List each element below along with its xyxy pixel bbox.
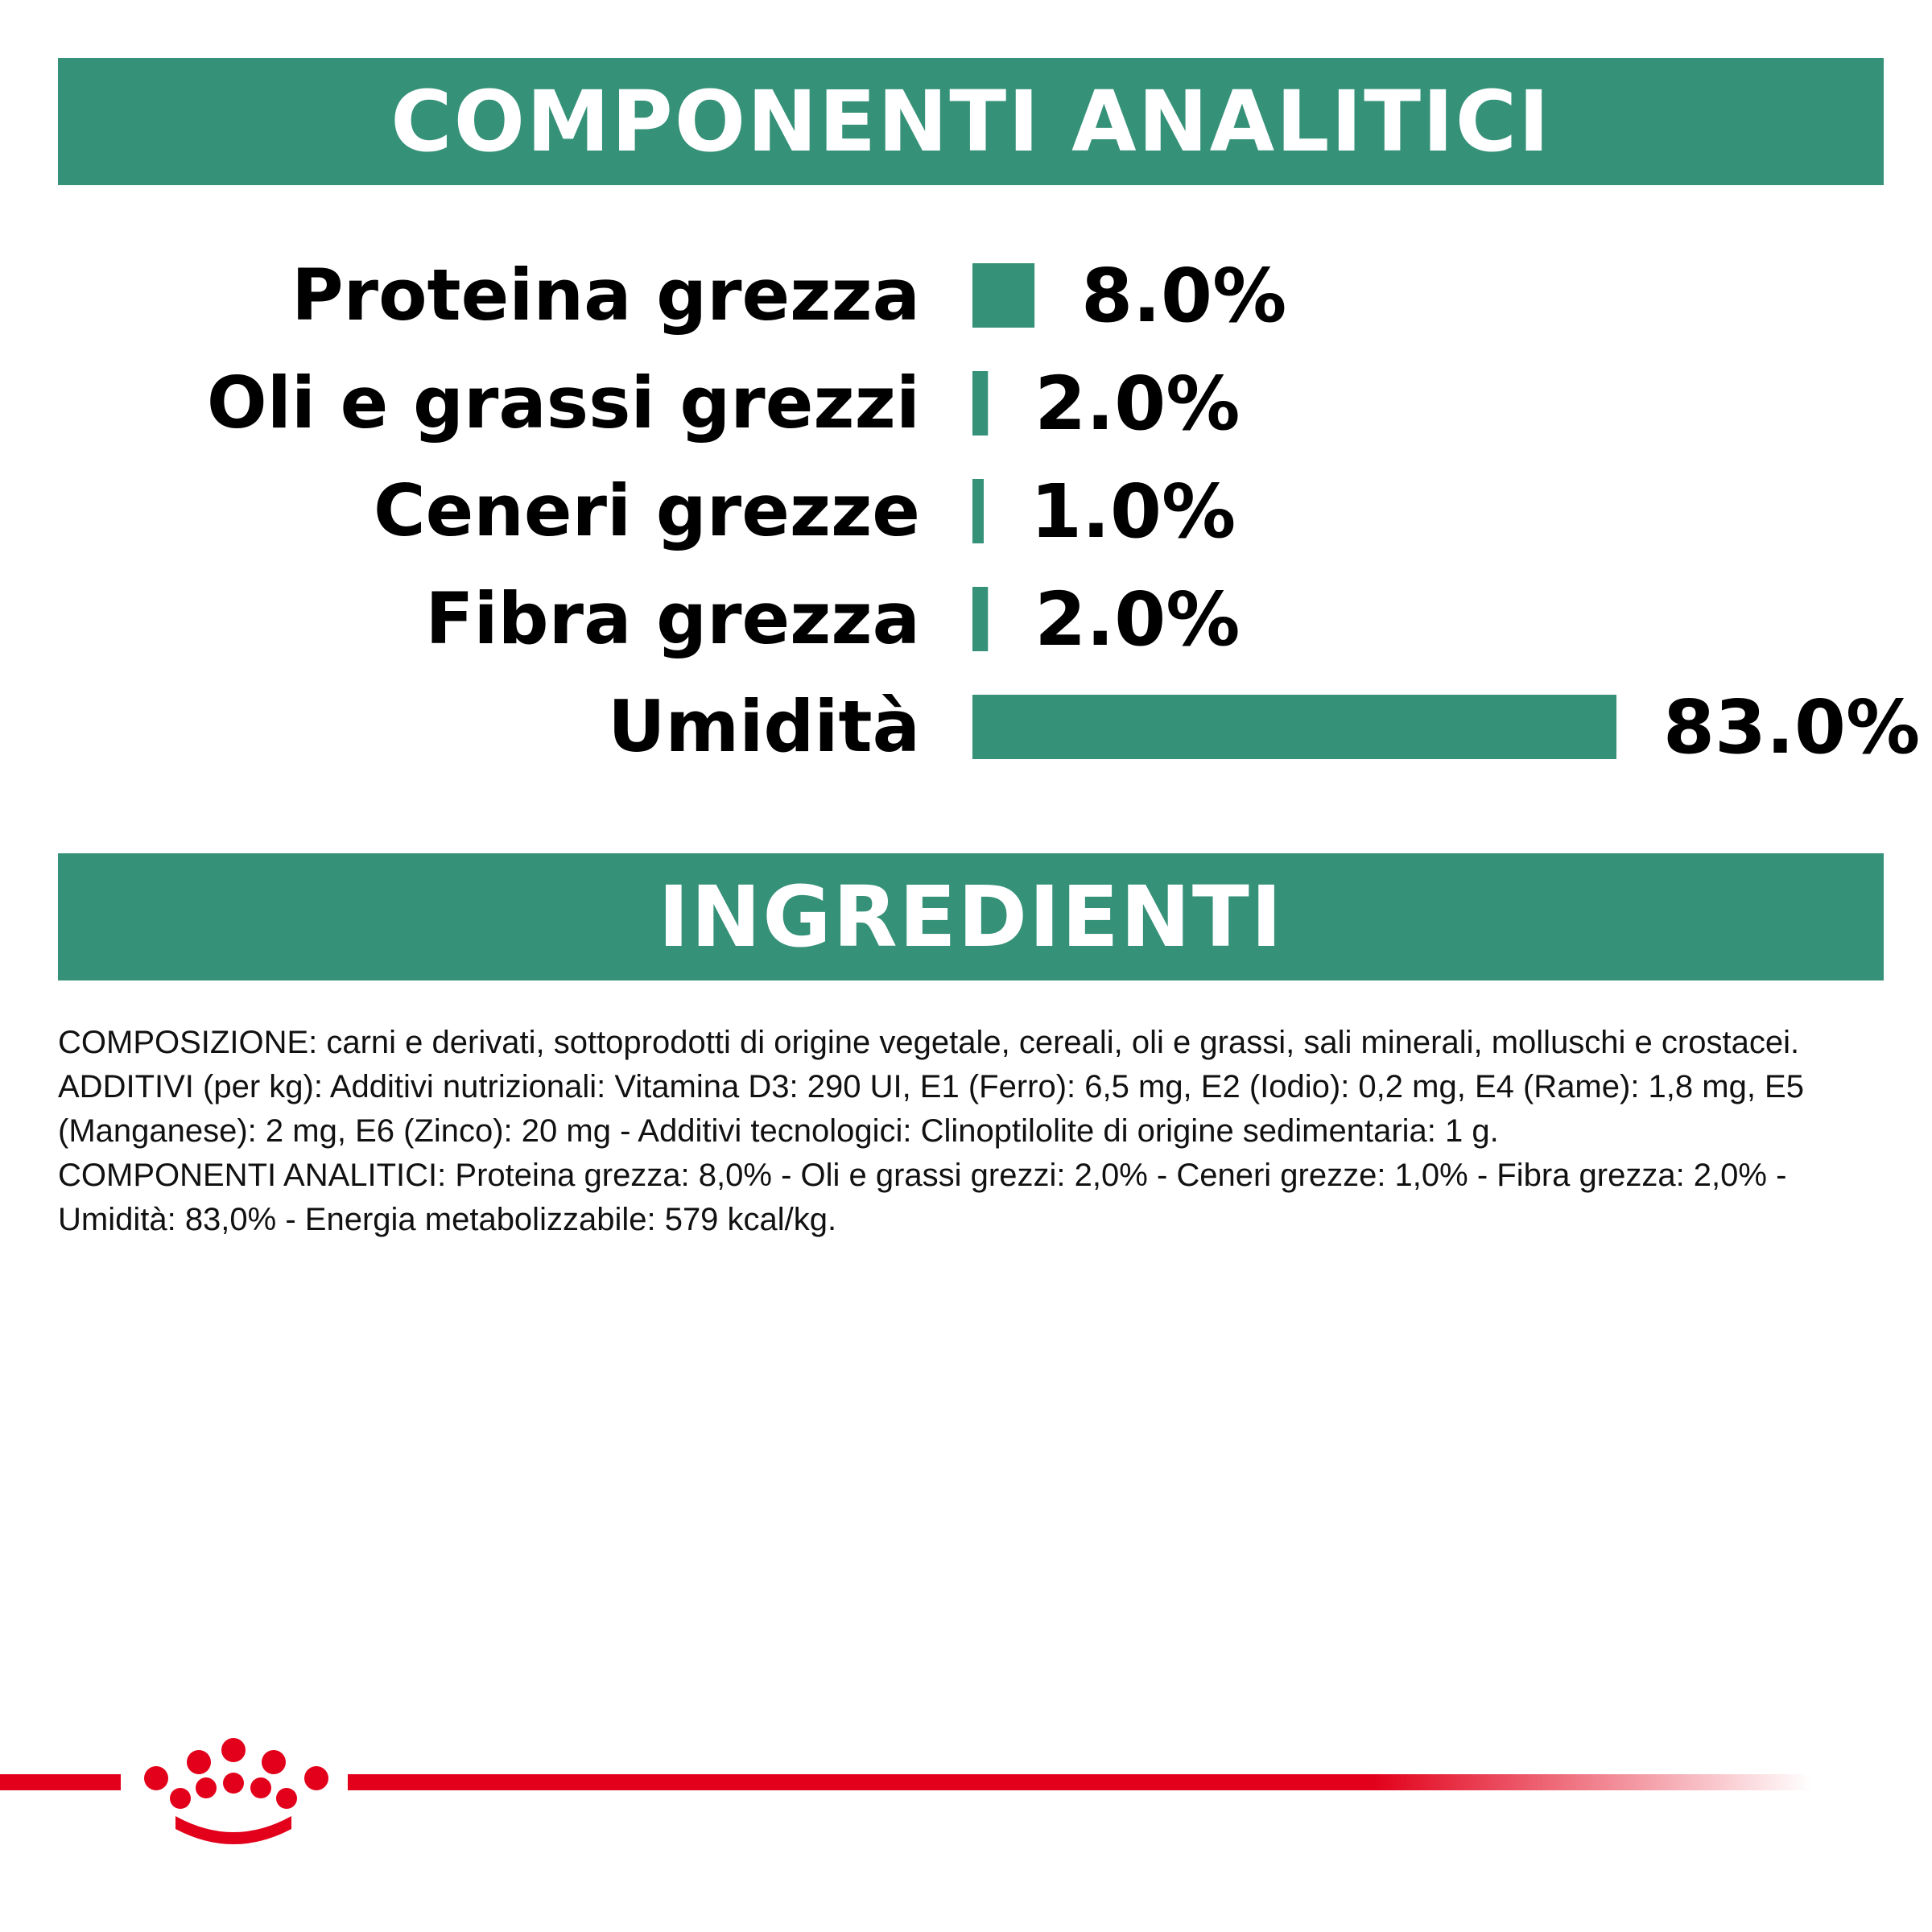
ingredients-text bbox=[58, 1021, 1884, 1242]
additives-paragraph: ADDITIVI (per kg): Additivi nutrizionali: Vitamina D3: 290 UI, E1 (Ferro): 6,5 mg, E2 (Iodio): 0,2 mg, E4 (Rame): 1,8 mg, E5 (Manganese): 2 mg, E6 (Zinco): 20 mg - Additivi tecnologici: Clinoptilolite di origine sedimentaria: 1 g. bbox=[58, 1069, 1804, 1149]
bar bbox=[972, 371, 988, 436]
bar-category-label: Proteina grezza bbox=[291, 254, 920, 336]
bar-category-label: Umidità bbox=[608, 685, 920, 768]
bar-value-label: 83.0% bbox=[1663, 684, 1921, 770]
crown-icon bbox=[144, 1738, 328, 1844]
brand-stripe-left bbox=[0, 1774, 121, 1790]
ingredients-header bbox=[58, 853, 1884, 980]
analytic-components-title: COMPONENTI ANALITICI bbox=[390, 72, 1551, 171]
brand-footer bbox=[0, 1699, 1932, 1860]
bar-value-label: 8.0% bbox=[1081, 253, 1287, 339]
bar bbox=[972, 587, 988, 651]
bar-category-label: Fibra grezza bbox=[425, 577, 920, 660]
brand-stripe-right bbox=[348, 1774, 1811, 1790]
composition-paragraph: COMPOSIZIONE: carni e derivati, sottoprodotti di origine vegetale, cereali, oli e grassi, sali minerali, molluschi e crostacei. bbox=[58, 1025, 1800, 1060]
analytic-bar-chart bbox=[0, 242, 1932, 789]
bar bbox=[972, 479, 984, 543]
bar bbox=[972, 263, 1034, 328]
bar bbox=[972, 695, 1616, 759]
analytic-components-header bbox=[58, 58, 1884, 185]
ingredients-title: INGREDIENTI bbox=[658, 868, 1284, 966]
bar-value-label: 2.0% bbox=[1034, 361, 1241, 447]
bar-value-label: 2.0% bbox=[1034, 576, 1241, 663]
analytic-paragraph: COMPONENTI ANALITICI: Proteina grezza: 8,0% - Oli e grassi grezzi: 2,0% - Ceneri grezze: 1,0% - Fibra grezza: 2,0% - Umidità: 83,0% - Energia metabolizzabile: 579 kcal/kg. bbox=[58, 1158, 1787, 1237]
bar-category-label: Ceneri grezze bbox=[374, 469, 920, 552]
bar-category-label: Oli e grassi grezzi bbox=[206, 361, 920, 444]
bar-value-label: 1.0% bbox=[1030, 469, 1236, 555]
